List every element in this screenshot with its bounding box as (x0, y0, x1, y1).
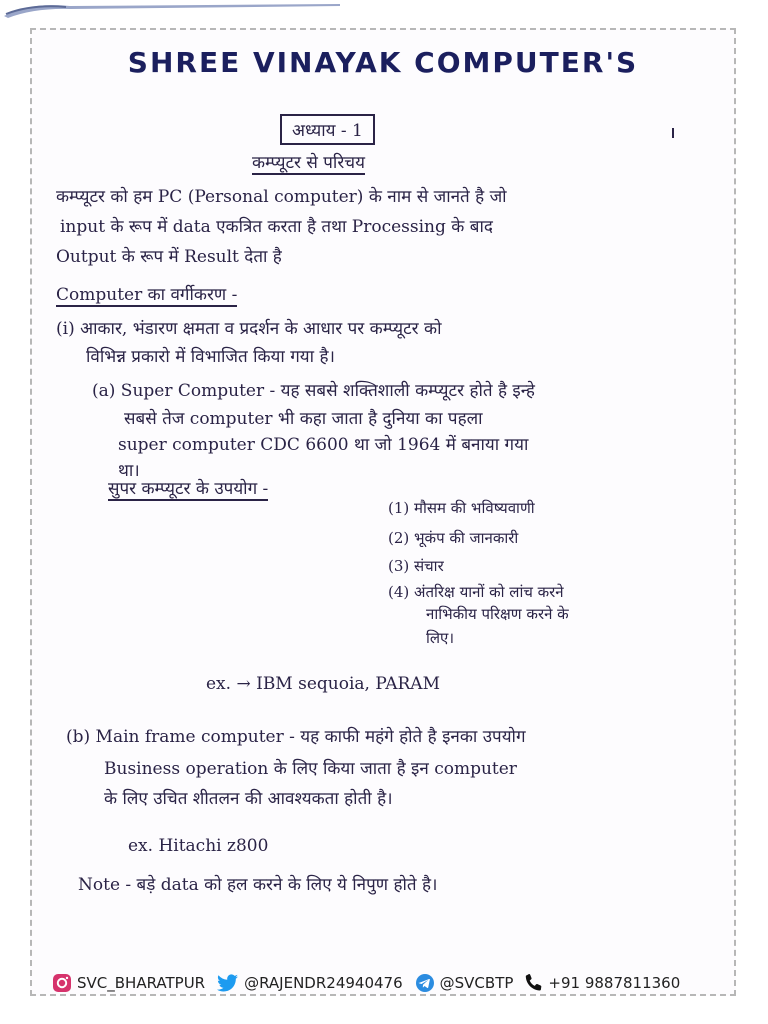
chapter-label: अध्याय - 1 (280, 114, 375, 145)
super-use-item: (4) अंतरिक्ष यानों को लांच करने (388, 583, 564, 601)
super-use-item: (2) भूकंप की जानकारी (388, 529, 519, 547)
note-line: Note - बड़े data को हल करने के लिए ये निपुण होते है। (78, 875, 438, 895)
super-uses-heading: सुपर कम्प्यूटर के उपयोग - (108, 476, 268, 501)
instagram-handle: SVC_BHARATPUR (77, 974, 206, 992)
chapter-title: कम्प्यूटर से परिचय (252, 150, 365, 175)
footer-instagram (52, 973, 205, 993)
footer-twitter (217, 974, 403, 992)
mainframe-line: (b) Main frame computer - यह काफी महंगे होते है इनका उपयोग (66, 727, 526, 747)
classification-point: (i) आकार, भंडारण क्षमता व प्रदर्शन के आधार पर कम्प्यूटर को (56, 319, 442, 339)
super-use-item: लिए। (426, 629, 455, 647)
super-computer-line: super computer CDC 6600 था जो 1964 में बनाया गया (118, 435, 529, 455)
classification-point: विभिन्न प्रकारो में विभाजित किया गया है। (86, 347, 335, 367)
super-example: ex. → IBM sequoia, PARAM (206, 674, 440, 694)
intro-line: कम्प्यूटर को हम PC (Personal computer) के नाम से जानते है जो (56, 187, 507, 207)
margin-mark (672, 128, 674, 138)
mainframe-line: के लिए उचित शीतलन की आवश्यकता होती है। (104, 789, 393, 809)
super-use-item: (3) संचार (388, 557, 444, 575)
super-use-item: (1) मौसम की भविष्यवाणी (388, 499, 535, 517)
super-computer-line: (a) Super Computer - यह सबसे शक्तिशाली कम्प्यूटर होते है इन्हे (92, 381, 535, 401)
twitter-icon (217, 974, 239, 992)
intro-line: Output के रूप में Result देता है (56, 247, 282, 267)
intro-line: input के रूप में data एकत्रित करता है तथा Processing के बाद (60, 217, 493, 237)
footer-phone (525, 973, 680, 993)
classification-heading: Computer का वर्गीकरण - (56, 282, 237, 307)
footer-telegram (415, 973, 514, 993)
header-swoosh-decoration (0, 0, 340, 22)
footer-social-bar (52, 970, 742, 996)
mainframe-line: Business operation के लिए किया जाता है इन computer (104, 759, 517, 779)
instagram-icon (52, 973, 72, 993)
phone-number: +91 9887811360 (548, 974, 681, 992)
super-computer-line: सबसे तेज computer भी कहा जाता है दुनिया का पहला (124, 409, 483, 429)
mainframe-example: ex. Hitachi z800 (128, 836, 269, 856)
twitter-handle: @RAJENDR24940476 (244, 974, 403, 992)
telegram-handle: @SVCBTP (439, 974, 514, 992)
telegram-icon (415, 973, 435, 993)
phone-icon (525, 973, 543, 993)
brand-title: SHREE VINAYAK COMPUTER'S (127, 46, 639, 79)
super-use-item: नाभिकीय परिक्षण करने के (426, 605, 569, 623)
super-computer-line: था। (118, 461, 140, 481)
